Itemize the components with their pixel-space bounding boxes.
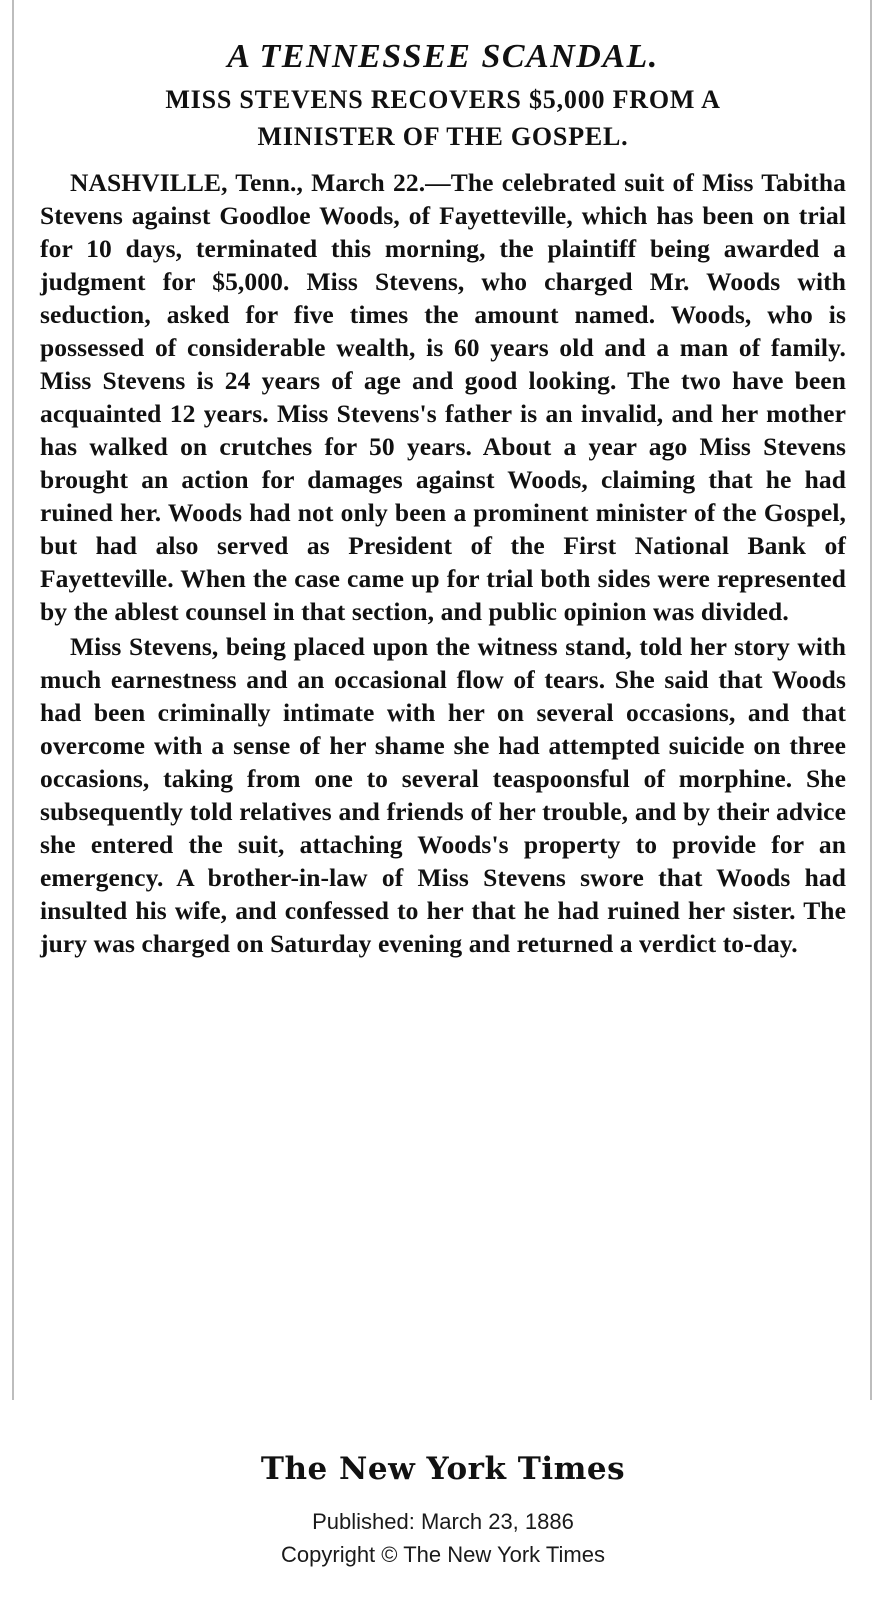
article-body	[40, 166, 846, 960]
article-footer	[0, 1451, 886, 1571]
left-margin-rule	[12, 0, 14, 1400]
right-margin-rule	[870, 0, 872, 1400]
article-paragraph: Miss Stevens, being placed upon the witness stand, told her story with much earnestness and an occasional flow of tears. She said that Woods had been criminally intimate with her on several occasions, and that overcome with a sense of her shame she had attempted suicide on three occasions, taking from one to several teaspoonsful of morphine. She subsequently told relatives and friends of her trouble, and by their advice she entered the suit, attaching Woods's property to provide for an emergency. A brother-in-law of Miss Stevens swore that Woods had insulted his wife, and confessed to her that he had ruined her sister. The jury was charged on Saturday evening and returned a verdict to-day.	[40, 632, 846, 959]
subheadline	[50, 82, 836, 156]
publication-date: Published: March 23, 1886	[312, 1509, 574, 1534]
page-title: A TENNESSEE SCANDAL.	[227, 38, 659, 75]
article-paragraph: NASHVILLE, Tenn., March 22.—The celebrated suit of Miss Tabitha Stevens against Goodloe Woods, of Fayetteville, which has been on trial for 10 days, terminated this morning, the plaintiff being awarded a judgment for $5,000. Miss Stevens, who charged Mr. Woods with seduction, asked for five times the amount named. Woods, who is possessed of considerable wealth, is 60 years old and a man of family. Miss Stevens is 24 years of age and good looking. The two have been acquainted 12 years. Miss Stevens's father is an invalid, and her mother has walked on crutches for 50 years. About a year ago Miss Stevens brought an action for damages against Woods, claiming that he had ruined her. Woods had not only been a prominent minister of the Gospel, but had also served as President of the First National Bank of Fayetteville. When the case came up for trial both sides were represented by the ablest counsel in that section, and public opinion was divided.	[40, 167, 846, 627]
nyt-masthead: The New York Times	[260, 1451, 626, 1487]
subheadline-line-2: MINISTER OF THE GOSPEL.	[257, 121, 629, 151]
subheadline-line-1: MISS STEVENS RECOVERS $5,000 FROM A	[165, 85, 721, 114]
copyright-notice: Copyright © The New York Times	[281, 1542, 605, 1567]
